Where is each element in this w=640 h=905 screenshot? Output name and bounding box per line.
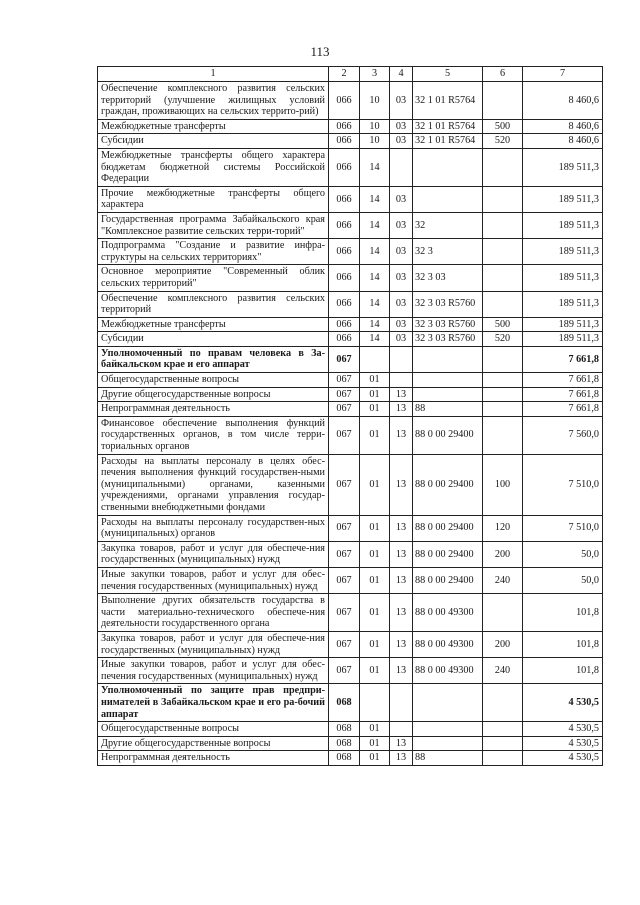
cell-rz: 14 — [360, 212, 390, 238]
cell-sum: 189 511,3 — [523, 239, 603, 265]
cell-vr — [483, 684, 523, 722]
cell-vr: 200 — [483, 631, 523, 657]
cell-rz: 01 — [360, 567, 390, 593]
cell-csr: 32 3 03 R5760 — [413, 291, 483, 317]
cell-gr: 067 — [329, 631, 360, 657]
cell-name: Выполнение других обязательств государства в части материально-технического обеспече-ния деятельности государственного органа — [98, 594, 329, 632]
cell-rz: 14 — [360, 265, 390, 291]
cell-gr: 068 — [329, 722, 360, 737]
cell-sum: 7 661,8 — [523, 373, 603, 388]
cell-sum: 101,8 — [523, 658, 603, 684]
cell-rz: 01 — [360, 594, 390, 632]
cell-rz — [360, 346, 390, 372]
cell-pr — [390, 373, 413, 388]
cell-gr: 067 — [329, 454, 360, 515]
cell-rz: 14 — [360, 239, 390, 265]
cell-csr — [413, 346, 483, 372]
cell-name: Другие общегосударственные вопросы — [98, 387, 329, 402]
table-row — [98, 631, 603, 657]
cell-csr — [413, 148, 483, 186]
column-header-gr: 2 — [329, 67, 360, 82]
cell-gr: 066 — [329, 119, 360, 134]
cell-vr — [483, 722, 523, 737]
cell-rz: 10 — [360, 119, 390, 134]
cell-name: Обеспечение комплексного развития сельских территорий (улучшение жилищных условий граждан, проживающих на сельских террито-рий) — [98, 82, 329, 120]
cell-gr: 066 — [329, 239, 360, 265]
cell-pr: 03 — [390, 119, 413, 134]
cell-vr: 500 — [483, 317, 523, 332]
cell-vr — [483, 594, 523, 632]
cell-vr — [483, 239, 523, 265]
cell-vr — [483, 212, 523, 238]
cell-pr: 03 — [390, 265, 413, 291]
table-row — [98, 567, 603, 593]
cell-sum: 101,8 — [523, 631, 603, 657]
cell-gr: 067 — [329, 387, 360, 402]
cell-vr — [483, 82, 523, 120]
cell-name: Другие общегосударственные вопросы — [98, 736, 329, 751]
cell-sum: 50,0 — [523, 567, 603, 593]
cell-pr: 13 — [390, 594, 413, 632]
cell-name: Уполномоченный по защите прав предпри-нимателей в Забайкальском крае и его ра-бочий аппарат — [98, 684, 329, 722]
cell-rz: 10 — [360, 82, 390, 120]
cell-rz: 01 — [360, 631, 390, 657]
table-row — [98, 186, 603, 212]
cell-gr: 066 — [329, 186, 360, 212]
table-row — [98, 239, 603, 265]
cell-csr — [413, 387, 483, 402]
budget-table — [97, 66, 603, 766]
cell-sum: 189 511,3 — [523, 148, 603, 186]
table-row — [98, 332, 603, 347]
cell-name: Подпрограмма "Создание и развитие инфра-структуры на сельских территориях" — [98, 239, 329, 265]
cell-gr: 066 — [329, 212, 360, 238]
table-row — [98, 387, 603, 402]
cell-pr: 13 — [390, 454, 413, 515]
cell-rz: 01 — [360, 736, 390, 751]
cell-sum: 189 511,3 — [523, 332, 603, 347]
table-row — [98, 658, 603, 684]
cell-rz — [360, 684, 390, 722]
cell-pr: 03 — [390, 291, 413, 317]
cell-name: Субсидии — [98, 332, 329, 347]
cell-vr: 240 — [483, 567, 523, 593]
cell-rz: 10 — [360, 134, 390, 149]
cell-gr: 066 — [329, 134, 360, 149]
cell-name: Межбюджетные трансферты — [98, 317, 329, 332]
cell-name: Основное мероприятие "Современный облик сельских территорий" — [98, 265, 329, 291]
cell-name: Общегосударственные вопросы — [98, 373, 329, 388]
cell-gr: 068 — [329, 751, 360, 766]
cell-sum: 4 530,5 — [523, 722, 603, 737]
cell-name: Обеспечение комплексного развития сельских территорий — [98, 291, 329, 317]
cell-sum: 7 560,0 — [523, 416, 603, 454]
cell-rz: 01 — [360, 658, 390, 684]
cell-sum: 50,0 — [523, 541, 603, 567]
cell-name: Иные закупки товаров, работ и услуг для обес-печения государственных (муниципальных) нужд — [98, 658, 329, 684]
cell-csr: 32 3 03 R5760 — [413, 317, 483, 332]
cell-csr: 32 — [413, 212, 483, 238]
table-row — [98, 454, 603, 515]
cell-gr: 068 — [329, 736, 360, 751]
cell-rz: 01 — [360, 751, 390, 766]
cell-vr — [483, 402, 523, 417]
column-header-pr: 4 — [390, 67, 413, 82]
cell-pr: 13 — [390, 515, 413, 541]
table-row — [98, 82, 603, 120]
cell-sum: 4 530,5 — [523, 751, 603, 766]
cell-vr: 520 — [483, 134, 523, 149]
table-row — [98, 265, 603, 291]
column-header-rz: 3 — [360, 67, 390, 82]
table-row — [98, 134, 603, 149]
table-row — [98, 594, 603, 632]
cell-pr: 03 — [390, 239, 413, 265]
table-row — [98, 148, 603, 186]
cell-sum: 101,8 — [523, 594, 603, 632]
table-row — [98, 212, 603, 238]
cell-csr — [413, 736, 483, 751]
cell-name: Расходы на выплаты персоналу в целях обес-печения выполнения функций государствен-ными (муниципальными) органами, казенными учреждениями, органами управления государ-ственными внебюджетными фондами — [98, 454, 329, 515]
cell-pr: 13 — [390, 567, 413, 593]
cell-pr — [390, 346, 413, 372]
cell-sum: 7 510,0 — [523, 454, 603, 515]
cell-sum: 8 460,6 — [523, 119, 603, 134]
cell-csr: 88 — [413, 402, 483, 417]
cell-name: Общегосударственные вопросы — [98, 722, 329, 737]
cell-csr: 32 1 01 R5764 — [413, 134, 483, 149]
cell-vr — [483, 265, 523, 291]
cell-pr: 03 — [390, 186, 413, 212]
cell-pr: 03 — [390, 332, 413, 347]
cell-gr: 066 — [329, 265, 360, 291]
cell-csr: 88 0 00 29400 — [413, 541, 483, 567]
column-number-row — [98, 67, 603, 82]
cell-vr — [483, 416, 523, 454]
table-row — [98, 684, 603, 722]
cell-rz: 14 — [360, 332, 390, 347]
table-row — [98, 402, 603, 417]
cell-pr: 03 — [390, 134, 413, 149]
cell-gr: 066 — [329, 148, 360, 186]
cell-vr — [483, 373, 523, 388]
cell-pr: 03 — [390, 317, 413, 332]
cell-sum: 189 511,3 — [523, 186, 603, 212]
page-number: 113 — [310, 44, 330, 59]
table-row — [98, 291, 603, 317]
cell-rz: 01 — [360, 416, 390, 454]
cell-vr — [483, 148, 523, 186]
cell-rz: 01 — [360, 373, 390, 388]
cell-gr: 067 — [329, 373, 360, 388]
cell-rz: 01 — [360, 387, 390, 402]
cell-rz: 01 — [360, 541, 390, 567]
cell-name: Закупка товаров, работ и услуг для обеспече-ния государственных (муниципальных) нужд — [98, 631, 329, 657]
table-row — [98, 416, 603, 454]
cell-name: Прочие межбюджетные трансферты общего характера — [98, 186, 329, 212]
cell-gr: 066 — [329, 291, 360, 317]
column-header-csr: 5 — [413, 67, 483, 82]
cell-gr: 067 — [329, 515, 360, 541]
cell-gr: 066 — [329, 82, 360, 120]
cell-csr — [413, 684, 483, 722]
cell-csr: 88 0 00 29400 — [413, 454, 483, 515]
cell-pr: 03 — [390, 212, 413, 238]
table-row — [98, 736, 603, 751]
cell-csr: 88 — [413, 751, 483, 766]
cell-csr: 32 3 03 — [413, 265, 483, 291]
cell-vr — [483, 387, 523, 402]
cell-gr: 068 — [329, 684, 360, 722]
cell-gr: 067 — [329, 567, 360, 593]
cell-sum: 189 511,3 — [523, 317, 603, 332]
cell-sum: 7 661,8 — [523, 346, 603, 372]
table-row — [98, 541, 603, 567]
table-row — [98, 515, 603, 541]
cell-sum: 189 511,3 — [523, 265, 603, 291]
cell-sum: 189 511,3 — [523, 291, 603, 317]
cell-name: Межбюджетные трансферты — [98, 119, 329, 134]
cell-pr: 13 — [390, 387, 413, 402]
cell-csr — [413, 373, 483, 388]
cell-csr: 88 0 00 49300 — [413, 631, 483, 657]
cell-name: Непрограммная деятельность — [98, 751, 329, 766]
cell-rz: 01 — [360, 402, 390, 417]
cell-pr: 13 — [390, 631, 413, 657]
cell-gr: 067 — [329, 658, 360, 684]
cell-name: Субсидии — [98, 134, 329, 149]
cell-vr: 520 — [483, 332, 523, 347]
table-row — [98, 373, 603, 388]
cell-csr — [413, 186, 483, 212]
cell-sum: 7 510,0 — [523, 515, 603, 541]
cell-sum: 189 511,3 — [523, 212, 603, 238]
cell-name: Уполномоченный по правам человека в За-байкальском крае и его аппарат — [98, 346, 329, 372]
cell-csr: 88 0 00 49300 — [413, 594, 483, 632]
cell-csr: 32 3 — [413, 239, 483, 265]
cell-vr: 240 — [483, 658, 523, 684]
cell-csr: 88 0 00 49300 — [413, 658, 483, 684]
cell-vr — [483, 346, 523, 372]
table-row — [98, 317, 603, 332]
cell-csr: 88 0 00 29400 — [413, 416, 483, 454]
cell-rz: 14 — [360, 291, 390, 317]
cell-sum: 7 661,8 — [523, 387, 603, 402]
cell-sum: 8 460,6 — [523, 82, 603, 120]
table-row — [98, 751, 603, 766]
cell-pr: 13 — [390, 416, 413, 454]
cell-vr: 100 — [483, 454, 523, 515]
cell-gr: 067 — [329, 346, 360, 372]
cell-pr: 13 — [390, 736, 413, 751]
table-row — [98, 119, 603, 134]
cell-name: Непрограммная деятельность — [98, 402, 329, 417]
cell-pr — [390, 722, 413, 737]
cell-csr: 32 1 01 R5764 — [413, 82, 483, 120]
cell-gr: 067 — [329, 594, 360, 632]
cell-rz: 01 — [360, 454, 390, 515]
cell-vr: 500 — [483, 119, 523, 134]
cell-csr: 88 0 00 29400 — [413, 515, 483, 541]
cell-name: Финансовое обеспечение выполнения функций государственных органов, в том числе терри-ториальных органов — [98, 416, 329, 454]
cell-gr: 066 — [329, 332, 360, 347]
cell-vr — [483, 751, 523, 766]
column-header-name: 1 — [98, 67, 329, 82]
cell-gr: 067 — [329, 416, 360, 454]
table-row — [98, 346, 603, 372]
cell-vr — [483, 736, 523, 751]
cell-rz: 14 — [360, 186, 390, 212]
cell-name: Закупка товаров, работ и услуг для обеспече-ния государственных (муниципальных) нужд — [98, 541, 329, 567]
cell-sum: 7 661,8 — [523, 402, 603, 417]
cell-pr: 13 — [390, 751, 413, 766]
cell-vr — [483, 186, 523, 212]
cell-sum: 4 530,5 — [523, 684, 603, 722]
cell-vr: 120 — [483, 515, 523, 541]
cell-name: Межбюджетные трансферты общего характера бюджетам бюджетной системы Российской Федерации — [98, 148, 329, 186]
table-body — [98, 82, 603, 766]
cell-rz: 01 — [360, 515, 390, 541]
cell-rz: 14 — [360, 317, 390, 332]
table-row — [98, 722, 603, 737]
cell-sum: 8 460,6 — [523, 134, 603, 149]
cell-rz: 14 — [360, 148, 390, 186]
cell-rz: 01 — [360, 722, 390, 737]
column-header-vr: 6 — [483, 67, 523, 82]
cell-pr: 13 — [390, 402, 413, 417]
cell-pr — [390, 148, 413, 186]
cell-name: Расходы на выплаты персоналу государствен-ных (муниципальных) органов — [98, 515, 329, 541]
cell-pr: 13 — [390, 658, 413, 684]
cell-name: Иные закупки товаров, работ и услуг для обес-печения государственных (муниципальных) нужд — [98, 567, 329, 593]
cell-pr — [390, 684, 413, 722]
cell-csr — [413, 722, 483, 737]
cell-gr: 066 — [329, 317, 360, 332]
cell-csr: 88 0 00 29400 — [413, 567, 483, 593]
cell-sum: 4 530,5 — [523, 736, 603, 751]
cell-pr: 03 — [390, 82, 413, 120]
cell-pr: 13 — [390, 541, 413, 567]
cell-csr: 32 1 01 R5764 — [413, 119, 483, 134]
cell-vr: 200 — [483, 541, 523, 567]
column-header-sum: 7 — [523, 67, 603, 82]
cell-csr: 32 3 03 R5760 — [413, 332, 483, 347]
cell-gr: 067 — [329, 541, 360, 567]
cell-gr: 067 — [329, 402, 360, 417]
cell-name: Государственная программа Забайкальского края "Комплексное развитие сельских терри-торий" — [98, 212, 329, 238]
cell-vr — [483, 291, 523, 317]
